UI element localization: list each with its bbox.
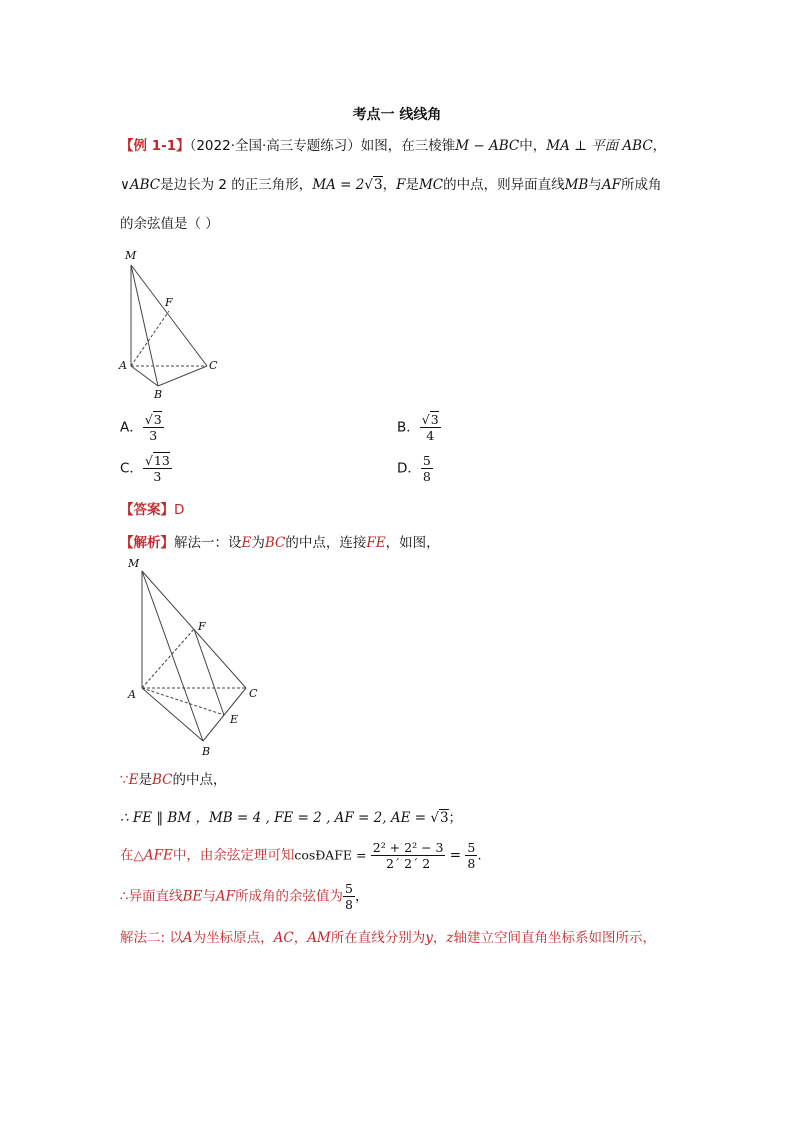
label-f: F <box>198 620 206 633</box>
option-num: 13 <box>153 453 170 468</box>
label-b: B <box>202 745 211 758</box>
analysis-text: 与 <box>202 888 216 905</box>
math-cos: cosÐAFE = <box>294 847 367 863</box>
analysis-line-2 <box>120 768 226 788</box>
label-m: M <box>125 249 137 262</box>
analysis-text: 所成角的余弦值为 <box>235 888 343 905</box>
edge-bc <box>203 688 246 741</box>
frac-num: 5 <box>345 881 353 896</box>
option-den: 3 <box>149 428 158 443</box>
math-bc: BC <box>151 772 173 788</box>
option-den: 8 <box>422 469 431 484</box>
example-source: （2022·全国·高三专题练习） <box>189 138 361 154</box>
edge-af-hidden <box>142 629 194 688</box>
analysis-text: 在 <box>120 847 134 864</box>
question-text: 是 <box>405 177 419 193</box>
math-e: E <box>241 535 252 551</box>
analysis-line-4 <box>120 840 482 871</box>
label-a: A <box>128 688 136 701</box>
label-f: F <box>165 296 173 309</box>
analysis-text: 为 <box>251 535 265 551</box>
label-c: C <box>249 687 258 700</box>
option-num: 3 <box>430 412 439 427</box>
label-m: M <box>128 557 140 570</box>
example-tag: 【例 1-1】 <box>120 138 190 154</box>
analysis-text: ， <box>293 930 308 946</box>
figure-pyramid-1 <box>112 245 222 405</box>
math-af: AF <box>601 177 621 193</box>
frac-den: 8 <box>345 897 353 912</box>
analysis-text: 为坐标原点， <box>192 930 274 946</box>
figure-pyramid-2 <box>118 555 268 765</box>
math-am: AM <box>307 930 331 946</box>
edge-ae-hidden <box>142 688 224 715</box>
option-den: 3 <box>153 469 162 484</box>
math-f: F <box>396 177 406 193</box>
analysis-text: 的中点，连接 <box>285 535 367 551</box>
analysis-text: ，如图， <box>385 535 440 551</box>
option-a[interactable]: A． $\frac{√3}{3}$ <box>120 412 162 443</box>
analysis-text: 是 <box>138 772 152 788</box>
analysis-text: . <box>477 847 482 864</box>
analysis-text: 解法一：设 <box>174 535 242 551</box>
analysis-text: ， <box>432 930 447 946</box>
question-text: ， <box>652 138 667 154</box>
math-bc: BC <box>264 535 286 551</box>
option-letter: B． <box>397 419 420 436</box>
because-symbol: ∵ <box>120 772 129 788</box>
math-af: AF <box>215 888 235 905</box>
math-perp: MA ⊥ 平面 <box>546 138 619 154</box>
option-c[interactable]: C． $\frac{√13}{3}$ <box>120 453 170 484</box>
math-plane: ABC <box>622 138 653 154</box>
math-y: y <box>425 930 433 946</box>
analysis-text: 解法二: 以 <box>120 930 183 946</box>
math-lengths: ∴ FE ‖ BM ，MB = 4 , FE = 2 , AF = 2, AE = <box>120 810 431 826</box>
analysis-line-5 <box>120 881 368 912</box>
math-triangle: ∨ABC <box>120 177 161 193</box>
edge-af-hidden <box>131 311 169 366</box>
analysis-text: 轴建立空间直角坐标系如图所示， <box>453 930 657 946</box>
question-text: ， <box>382 177 397 193</box>
question-text: 中， <box>519 138 547 154</box>
analysis-text: ； <box>448 810 463 826</box>
label-a: A <box>119 359 127 372</box>
analysis-line-1 <box>120 531 440 551</box>
question-text: 如图，在三棱锥 <box>360 138 456 154</box>
question-text: 与 <box>588 177 602 193</box>
question-text: 所成角 <box>620 177 662 193</box>
answer-line <box>120 498 184 518</box>
label-e: E <box>230 713 239 726</box>
analysis-text: ， <box>354 888 369 905</box>
math-e: E <box>128 772 139 788</box>
analysis-text: 所在直线分别为 <box>330 930 426 946</box>
math-z: z <box>446 930 454 946</box>
analysis-text: ∴异面直线 <box>120 888 183 905</box>
question-text: 是边长为 2 的正三角形， <box>160 177 313 193</box>
analysis-line-3: ∴ FE ‖ BM ，MB = 4 , FE = 2 , AF = 2, AE = √3； <box>120 810 463 826</box>
analysis-text: 中，由余弦定理可知 <box>172 847 295 864</box>
math-be: BE <box>182 888 203 905</box>
math-a: A <box>182 930 193 946</box>
option-num: 5 <box>422 453 431 468</box>
answer-value: D <box>174 502 185 518</box>
option-d[interactable] <box>397 453 433 484</box>
answer-tag: 【答案】 <box>120 502 174 518</box>
question-text: 的中点，则异面直线 <box>443 177 565 193</box>
question-line-3: 的余弦值是（ ） <box>120 216 219 232</box>
analysis-tag: 【解析】 <box>120 535 174 551</box>
edge-fe <box>194 629 224 715</box>
frac-den: 2´ 2´ 2 <box>385 856 431 871</box>
question-line-2: ∨ABC是边长为 2 的正三角形，MA = 2√3，F是MC的中点，则异面直线MB与AF所成角 <box>120 177 662 193</box>
math-ac: AC <box>273 930 294 946</box>
option-num: 3 <box>153 412 162 427</box>
edge-bc <box>158 366 207 386</box>
math-mb: MB <box>564 177 589 193</box>
math-ma: MA = 2 <box>312 177 365 193</box>
label-b: B <box>154 388 163 401</box>
math-fe: FE <box>366 535 386 551</box>
frac-num: 5 <box>467 840 476 855</box>
math-triangle: △AFE <box>133 847 173 864</box>
label-c: C <box>209 359 218 372</box>
math-mc: MC <box>418 177 444 193</box>
math-eq: = <box>449 847 462 864</box>
option-letter: C． <box>120 460 143 477</box>
frac-num: 2² + 2² − 3 <box>372 840 444 855</box>
section-title: 考点一 线线角 <box>352 107 442 123</box>
analysis-line-6 <box>120 926 656 946</box>
option-letter: D． <box>397 460 421 477</box>
math-pyramid: M − ABC <box>455 138 520 154</box>
option-den: 4 <box>426 428 435 443</box>
option-b[interactable]: B． $\frac{√3}{4}$ <box>397 412 439 443</box>
math-radicand: 3 <box>373 177 383 193</box>
question-line-1 <box>120 134 666 154</box>
option-letter: A． <box>120 419 143 436</box>
edge-mb <box>142 571 203 741</box>
frac-den: 8 <box>467 856 476 871</box>
analysis-text: 的中点， <box>172 772 227 788</box>
math-radicand: 3 <box>439 810 449 826</box>
